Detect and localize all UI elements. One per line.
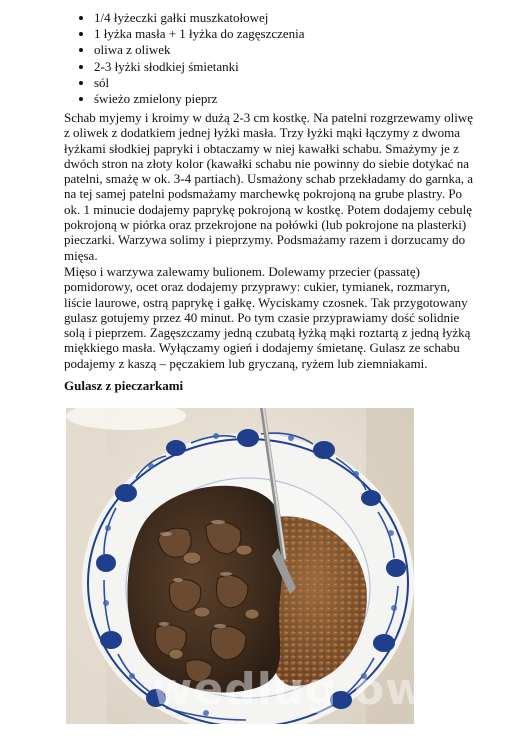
ingredient-item: 1 łyżka masła + 1 łyżka do zagęszczenia xyxy=(64,26,504,42)
ingredients-list xyxy=(64,10,504,107)
ingredient-item: oliwa z oliwek xyxy=(64,42,504,58)
ingredient-item: 1/4 łyżeczki gałki muszkatołowej xyxy=(64,10,504,26)
gulasz-portion xyxy=(127,486,283,693)
watermark: wedlug owe.pl xyxy=(151,664,524,715)
ingredient-item: świeżo zmielony pieprz xyxy=(64,91,504,107)
ingredient-item: sól xyxy=(64,75,504,91)
section-heading: Gulasz z pieczarkami xyxy=(64,378,184,393)
ingredient-item: 2-3 łyżki słodkiej śmietanki xyxy=(64,59,504,75)
instructions-paragraph-1: Schab myjemy i kroimy w dużą 2-3 cm kostkę. Na patelni rozgrzewamy oliwę z oliwek z dodatkiem jednej łyżki masła. Trzy łyżki mąki łączymy z dwoma łyżkami słodkiej papryki i obtaczamy w niej kawałki schabu. Smażymy je z dwóch stron na złoty kolor (kawałki schabu nie powinny do siebie dotykać na patelni, smażę w ok. 3-4 partiach). Usmażony schab przekładamy do garnka, a na tej samej patelni podsmażamy marchewkę pokrojoną na grube plastry. Po ok. 1 minucie dodajemy paprykę pokrojoną w kostkę. Potem dodajemy cebulę pokrojoną w piórka oraz przekrojone na połówki (lub pokrojone na plasterki) pieczarki. Warzywa solimy i pieprzymy. Podsmażamy razem i dorzucamy do mięsa. xyxy=(64,110,474,263)
instructions-paragraph-2: Mięso i warzywa zalewamy bulionem. Dolewamy przecier (passatę) pomidorowy, ocet oraz dodajemy przyprawy: cukier, tymianek, rozmaryn, liście laurowe, ostrą paprykę i gałkę. Wyciskamy czosnek. Tak przygotowany gulasz gotujemy przez 40 minut. Po tym czasie przyprawiamy dość solidnie solą i pieprzem. Zagęszczamy jedną czubatą łyżką mąki roztartą z jedną łyżką miękkiego masła. Wyłączamy ogień i dodajemy śmietanę. Gulasz ze schabu podajemy z kaszą – pęczakiem lub gryczaną, ryżem lub ziemniakami. xyxy=(64,264,471,371)
